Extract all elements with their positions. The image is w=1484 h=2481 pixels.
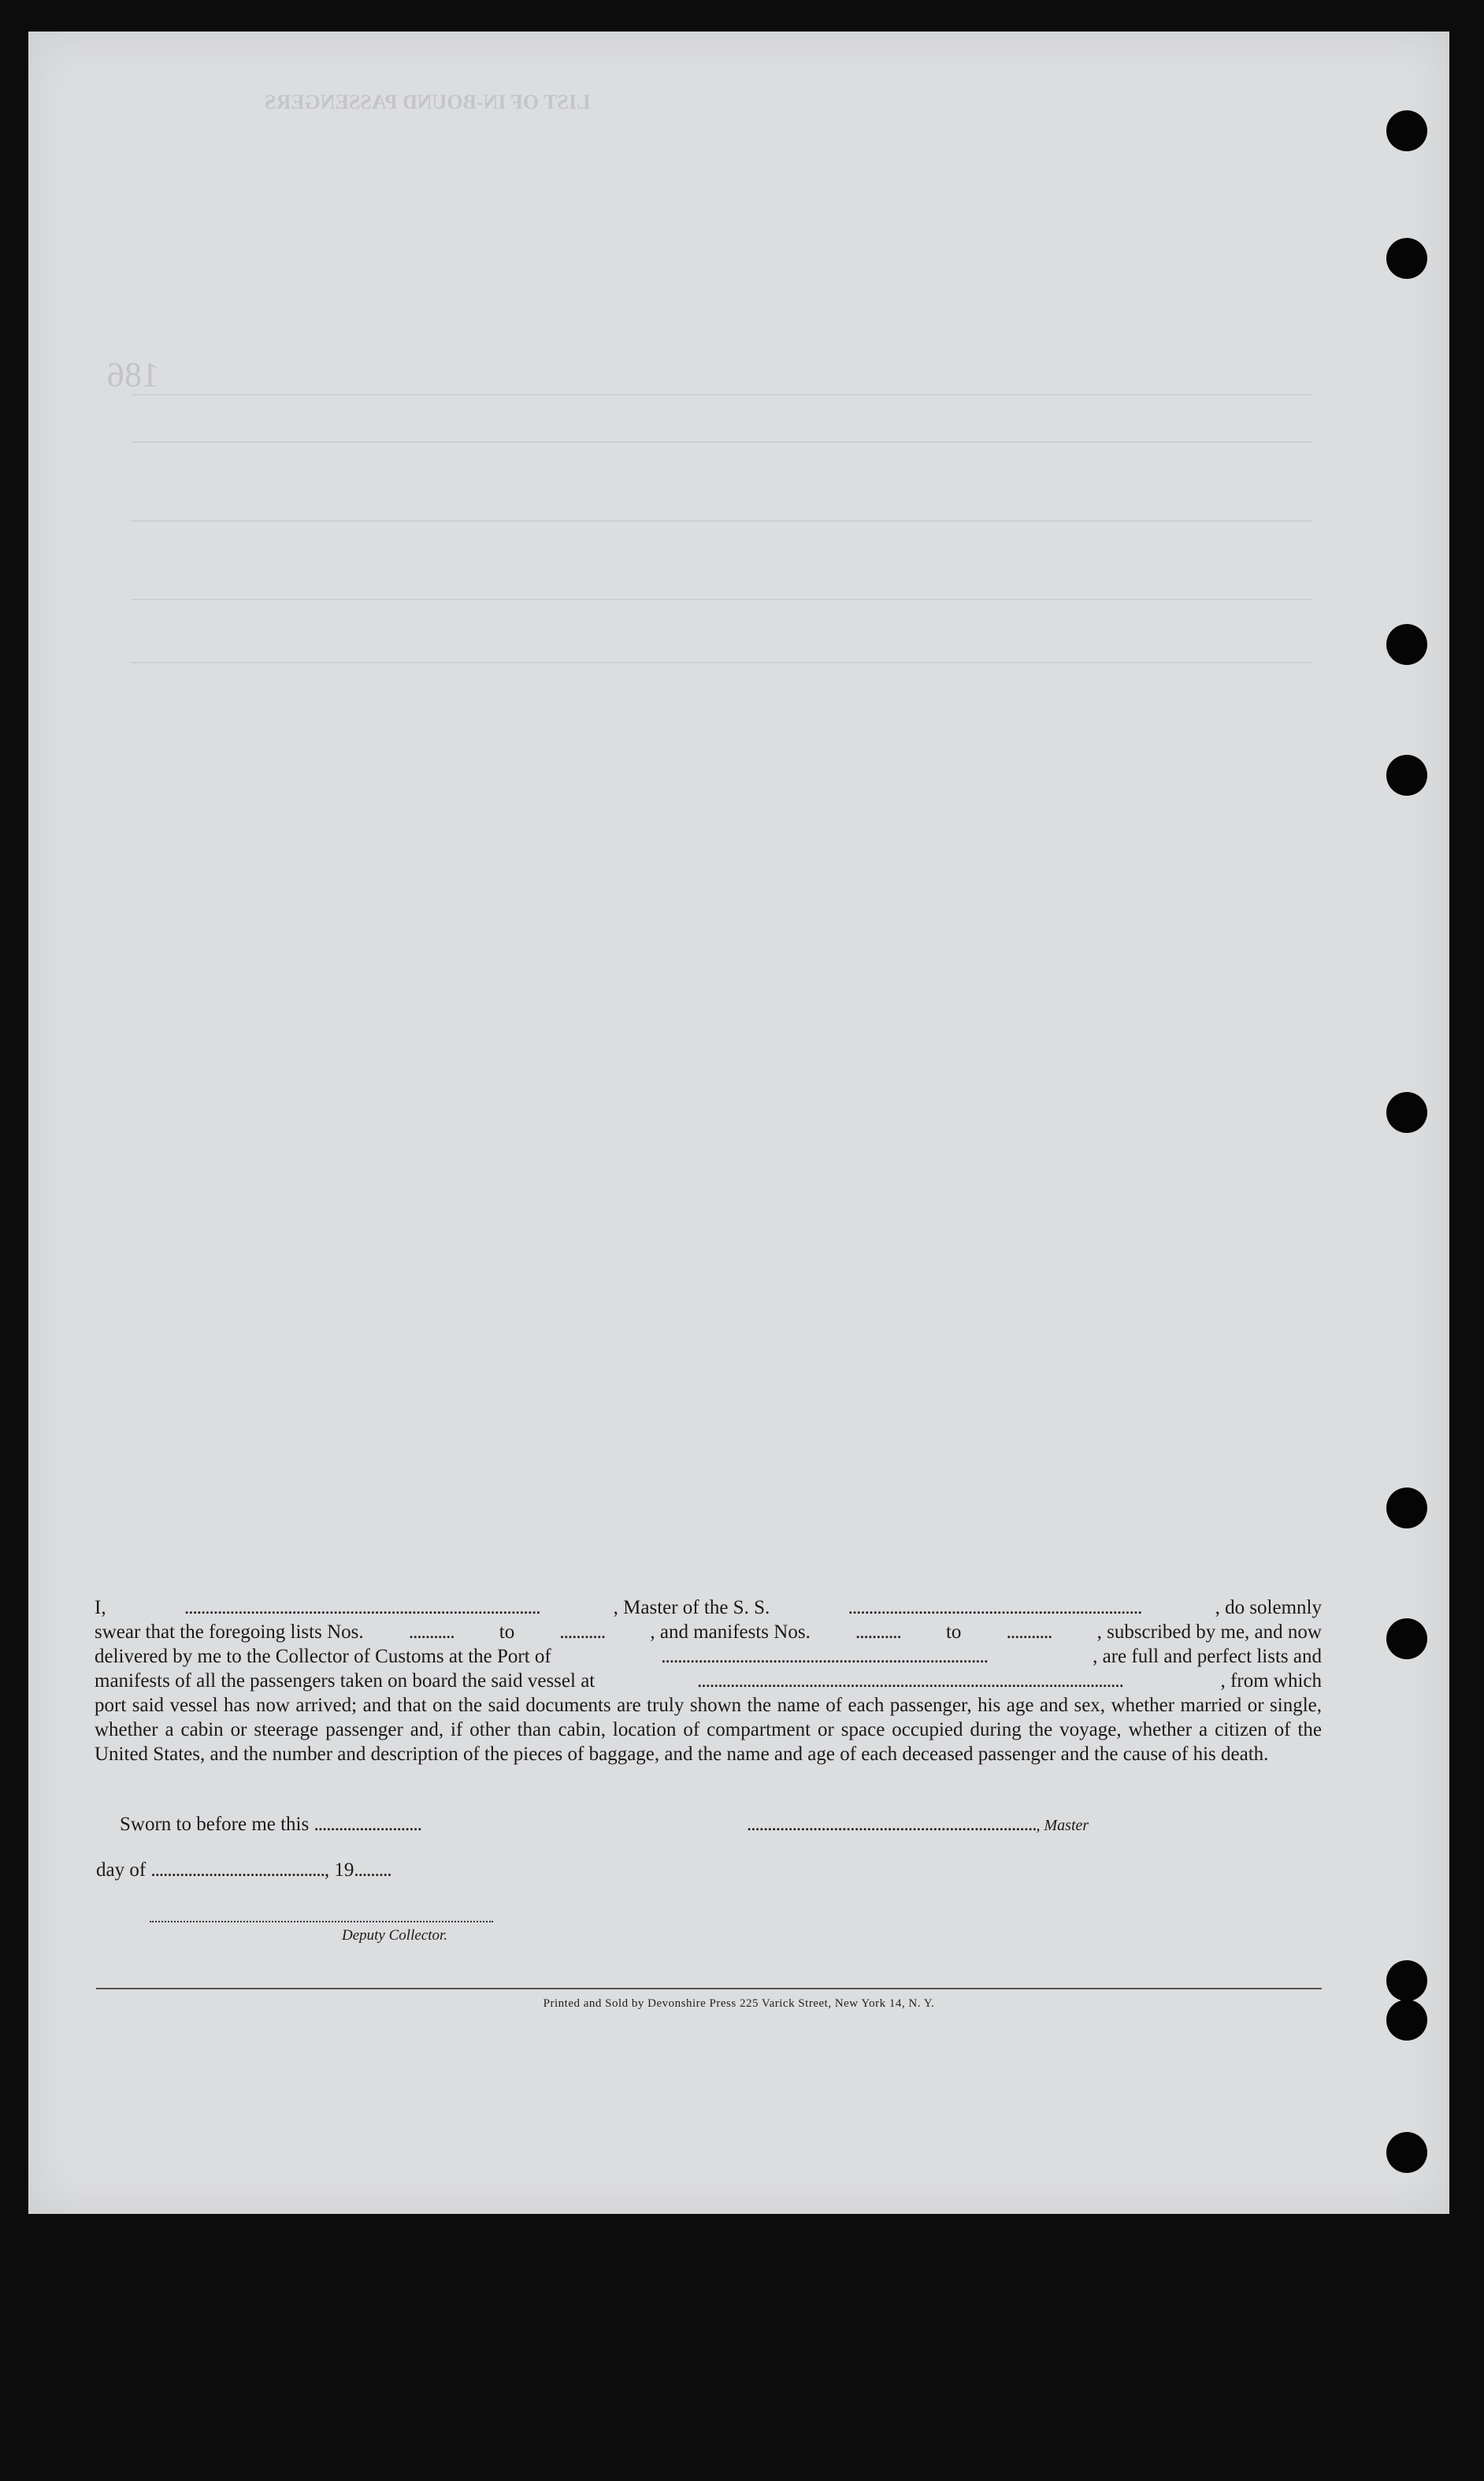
document-page (28, 32, 1449, 2214)
master-signature-blank: ...................................................................... (747, 1814, 1037, 1835)
binder-hole (1386, 110, 1427, 151)
oath-line-2: swear that the foregoing lists Nos. ........... to ........... , and manifests Nos. ........... to ........... , subscribed by me, and now (95, 1621, 1322, 1643)
oath-line-1: I, ...................................................................................... , Master of the S. S. ....................................................................... , do solemnly (95, 1597, 1322, 1618)
bleed-line (131, 599, 1312, 600)
binder-hole (1386, 1487, 1427, 1528)
deputy-collector-caption: Deputy Collector. (342, 1927, 448, 1944)
month-blank: .......................................... (150, 1859, 325, 1881)
bleed-line (131, 662, 1312, 663)
port-blank: ............................................................................... (661, 1646, 988, 1667)
master-signature-line: ......................................................................, Master (747, 1814, 1089, 1835)
departure-port-blank: ....................................................................................................... (697, 1670, 1123, 1692)
bleed-line (131, 394, 1312, 396)
binder-hole (1386, 238, 1427, 279)
day-of-line: day of .........................................., 19......... (96, 1859, 391, 1881)
oath-remaining-text: port said vessel has now arrived; and that on the said documents are truly shown the name of each passenger, his age and sex, whether married or single, whether a cabin or steerage passenger and, if other than cabin, location of compartment or space occupied during the voyage, whether a citizen of the United States, and the number and description of the pieces of baggage, and the name and age of each deceased passenger and the cause of his death. (95, 1695, 1322, 1765)
binder-hole (1386, 2000, 1427, 2041)
binder-hole (1386, 624, 1427, 665)
printer-imprint: Printed and Sold by Devonshire Press 225 Varick Street, New York 14, N. Y. (543, 1997, 935, 2010)
master-oath-paragraph (95, 1595, 1322, 1766)
binder-hole (1386, 1618, 1427, 1659)
bleed-through-number: 186 (107, 355, 159, 394)
binder-hole (1386, 1092, 1427, 1133)
binder-hole (1386, 2132, 1427, 2173)
binder-hole (1386, 1960, 1427, 2001)
vessel-name-blank: ....................................................................... (848, 1597, 1142, 1618)
sworn-line: Sworn to before me this .......................... (120, 1814, 421, 1835)
oath-line-3: delivered by me to the Collector of Customs at the Port of ............................................................................... , are full and perfect lists and (95, 1646, 1322, 1667)
sworn-day-blank: .......................... (313, 1814, 421, 1835)
year-blank: ......... (354, 1859, 391, 1881)
master-name-blank: ...................................................................................... (184, 1597, 540, 1618)
bleed-through-title: LIST OF IN-BOUND PASSENGERS (265, 91, 591, 113)
bleed-line (131, 441, 1312, 443)
deputy-signature-rule (150, 1921, 493, 1922)
footer-rule (96, 1988, 1322, 1989)
binder-hole (1386, 755, 1427, 796)
bleed-line (131, 520, 1312, 522)
oath-line-4: manifests of all the passengers taken on board the said vessel at ....................................................................................................... , from which (95, 1670, 1322, 1692)
